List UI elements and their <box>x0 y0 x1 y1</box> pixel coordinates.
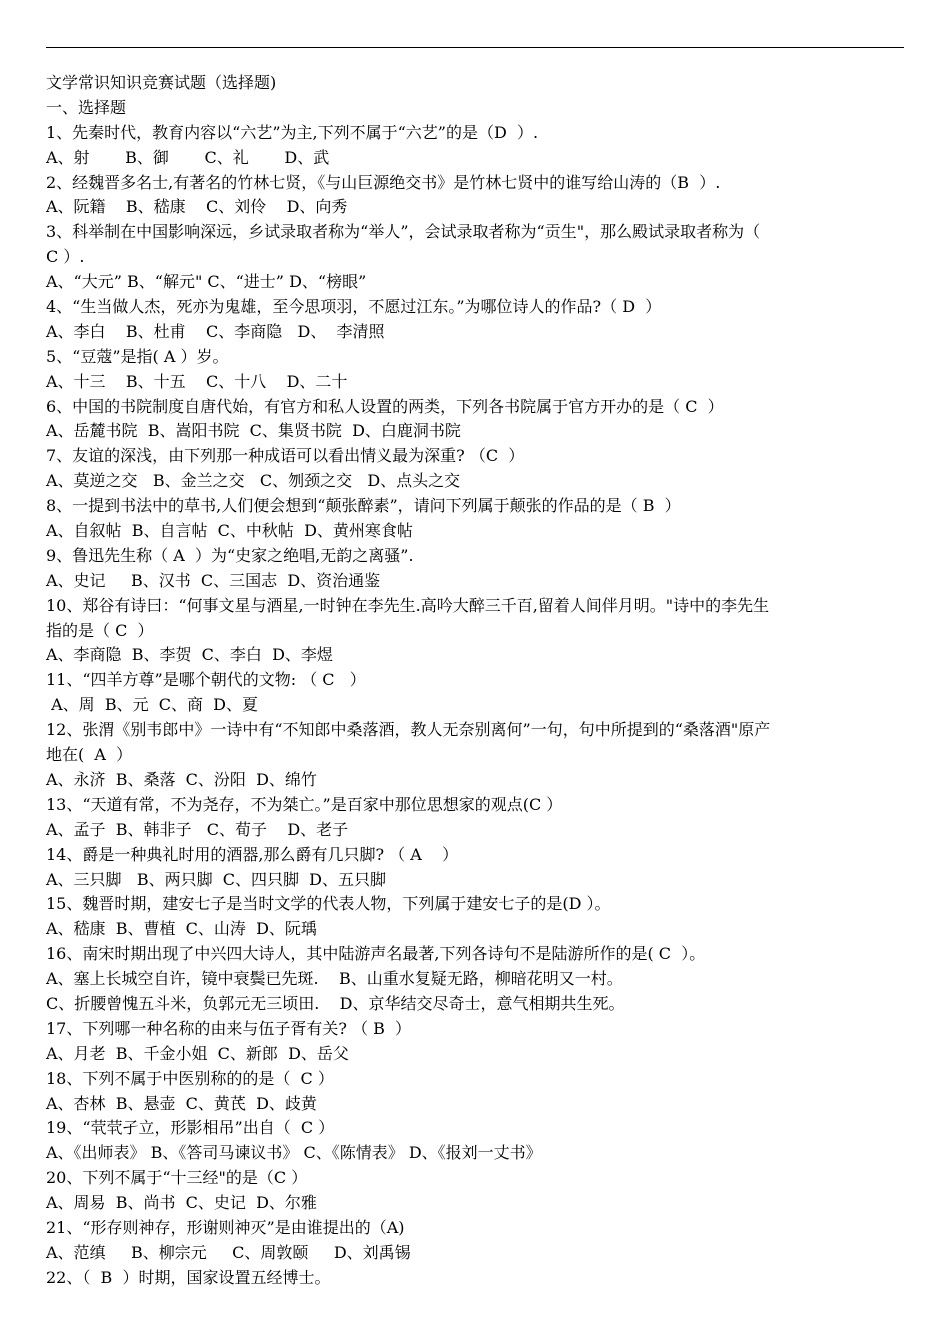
quiz-line: A、周易 B、尚书 C、史记 D、尔雅 <box>46 1193 317 1213</box>
quiz-line: A、月老 B、千金小姐 C、新郎 D、岳父 <box>46 1043 349 1063</box>
quiz-line: 6、中国的书院制度自唐代始，有官方和私人设置的两类，下列各书院属于官方开办的是（ C ） <box>46 396 724 416</box>
quiz-line: 13、“天道有常，不为尧存，不为桀亡。”是百家中那位思想家的观点(C ） <box>46 794 563 814</box>
quiz-line: 5、“豆蔻”是指( A ）岁。 <box>46 346 229 366</box>
quiz-line: A、李白 B、杜甫 C、李商隐 D、 李清照 <box>46 321 385 341</box>
quiz-line: 14、爵是一种典礼时用的酒器,那么爵有几只脚? （ A ） <box>46 844 459 864</box>
quiz-line: 地在( A ） <box>46 745 133 765</box>
quiz-line: A、李商隐 B、李贺 C、李白 D、李煜 <box>46 645 333 665</box>
quiz-line: 3、科举制在中国影响深远，乡试录取者称为“举人”，会试录取者称为“贡生"，那么殿试录取者称为（ <box>46 222 761 242</box>
quiz-line: 10、郑谷有诗曰：“何事文星与酒星,一时钟在李先生.高吟大醉三千百,留着人间伴月明。"诗中的李先生 <box>46 595 770 615</box>
quiz-line: A、岳麓书院 B、嵩阳书院 C、集贤书院 D、白鹿洞书院 <box>46 421 461 441</box>
quiz-line: A、永济 B、桑落 C、汾阳 D、绵竹 <box>46 769 317 789</box>
quiz-line: 7、友谊的深浅，由下列那一种成语可以看出情义最为深重? （C ） <box>46 446 525 466</box>
quiz-line: 4、“生当做人杰，死亦为鬼雄，至今思项羽，不愿过江东。”为哪位诗人的作品?（ D ） <box>46 297 662 317</box>
document-title: 文学常识知识竞赛试题（选择题) <box>46 73 277 92</box>
quiz-line: A、史记 B、汉书 C、三国志 D、资治通鉴 <box>46 570 381 590</box>
quiz-line: A、三只脚 B、两只脚 C、四只脚 D、五只脚 <box>46 869 386 889</box>
quiz-line: C ）. <box>46 247 85 267</box>
quiz-line: A、射 B、御 C、礼 D、武 <box>46 147 330 167</box>
quiz-line: 12、张渭《别韦郎中》一诗中有“不知郎中桑落酒，教人无奈别离何”一句，句中所提到的“桑落酒"原产 <box>46 720 771 740</box>
quiz-line: A、范缜 B、柳宗元 C、周敦颐 D、刘禹锡 <box>46 1242 411 1262</box>
quiz-line: 18、下列不属于中医别称的的是（ C ） <box>46 1068 334 1088</box>
quiz-line: 8、一提到书法中的草书,人们便会想到“颠张醉素”，请问下列属于颠张的作品的是（ B ） <box>46 496 681 516</box>
quiz-line: A、周 B、元 C、商 D、夏 <box>46 695 258 715</box>
quiz-line: A、“大元” B、“解元" C、“进士” D、“榜眼” <box>46 272 367 292</box>
quiz-line: 21、“形存则神存，形谢则神灭”是由谁提出的（A) <box>46 1217 405 1237</box>
quiz-line: 15、魏晋时期，建安七子是当时文学的代表人物，下列属于建安七子的是(D ）。 <box>46 894 611 914</box>
quiz-line: 指的是（ C ） <box>46 620 154 640</box>
quiz-line: 1、先秦时代，教育内容以“六艺”为主,下列不属于“六艺”的是（D ）. <box>46 122 539 142</box>
quiz-line: 11、“四羊方尊”是哪个朝代的文物: （ C ） <box>46 670 366 690</box>
quiz-line: A、莫逆之交 B、金兰之交 C、刎颈之交 D、点头之交 <box>46 471 461 491</box>
section-heading: 一、选择题 <box>46 97 127 117</box>
quiz-line: 17、下列哪一种名称的由来与伍子胥有关? （ B ） <box>46 1018 412 1038</box>
quiz-line: A、塞上长城空自许，镜中衰鬓已先斑. B、山重水复疑无路，柳暗花明又一村。 <box>46 969 623 989</box>
quiz-line: A、十三 B、十五 C、十八 D、二十 <box>46 371 348 391</box>
quiz-line: 9、鲁迅先生称（ A ）为“史家之绝唱,无韵之离骚”. <box>46 545 414 565</box>
quiz-line: 2、经魏晋多名士,有著名的竹林七贤，《与山巨源绝交书》是竹林七贤中的谁写给山涛的（B ）. <box>46 172 721 192</box>
quiz-line: A、《出师表》 B、《答司马谏议书》 C、《陈情表》 D、《报刘一丈书》 <box>46 1143 542 1163</box>
quiz-line: 20、下列不属于“十三经"的是（C ） <box>46 1168 308 1188</box>
quiz-line: 22、（ B ）时期，国家设置五经博士。 <box>46 1267 331 1287</box>
quiz-line: 16、南宋时期出现了中兴四大诗人，其中陆游声名最著,下列各诗句不是陆游所作的是( C ）。 <box>46 944 706 964</box>
quiz-line: A、嵇康 B、曹植 C、山涛 D、阮瑀 <box>46 919 317 939</box>
quiz-content <box>46 71 904 1291</box>
quiz-line: 19、“茕茕孑立，形影相吊”出自（ C ） <box>46 1118 335 1138</box>
quiz-line: A、孟子 B、韩非子 C、荀子 D、老子 <box>46 819 349 839</box>
quiz-line: C、折腰曾愧五斗米，负郭元无三顷田. D、京华结交尽奇士，意气相期共生死。 <box>46 993 625 1013</box>
header-rule <box>46 47 904 48</box>
quiz-line: A、杏林 B、悬壶 C、黄芪 D、歧黄 <box>46 1093 317 1113</box>
quiz-line: A、自叙帖 B、自言帖 C、中秋帖 D、黄州寒食帖 <box>46 521 413 541</box>
quiz-line: A、阮籍 B、嵇康 C、刘伶 D、向秀 <box>46 197 348 217</box>
